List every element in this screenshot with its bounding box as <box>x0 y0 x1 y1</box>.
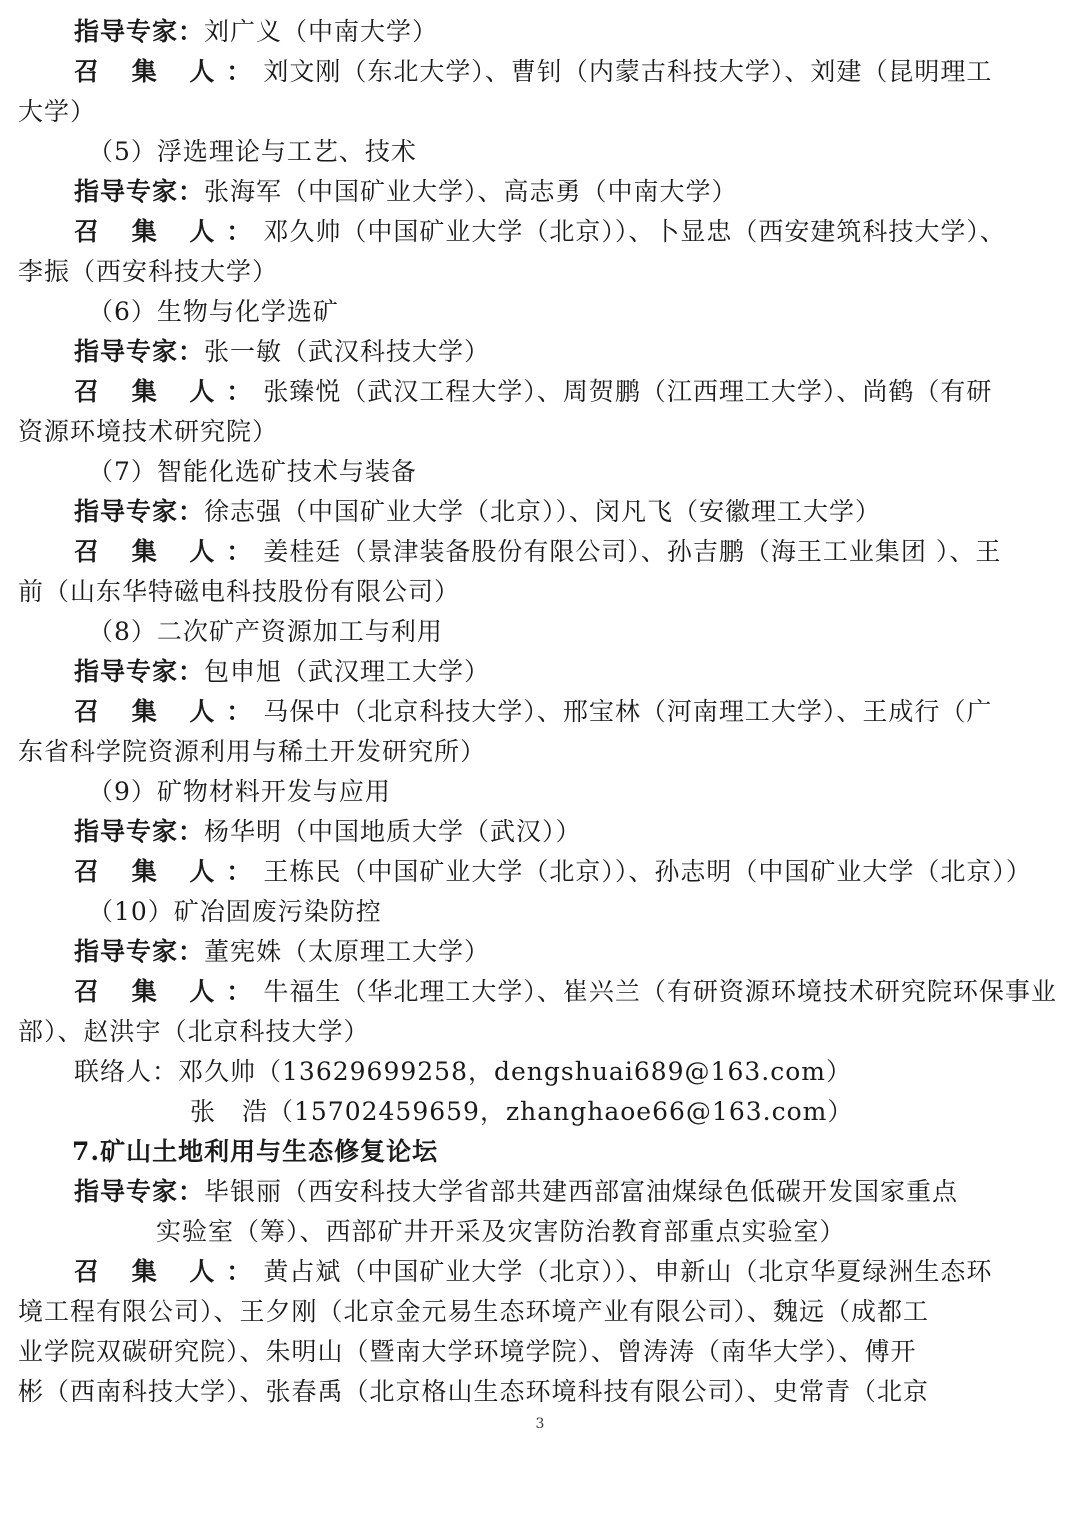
contact-text: 邓久帅（13629699258，dengshuai689@163.com） <box>178 1057 852 1086</box>
line-text: （7）智能化选矿技术与装备 <box>88 457 417 486</box>
convener-label: 召 集 人： <box>74 1257 264 1286</box>
continuation-line <box>18 92 1062 132</box>
line-text: 业学院双碳研究院）、朱明山（暨南大学环境学院）、曾涛涛（南华大学）、傅开 <box>18 1337 917 1366</box>
page-number: 3 <box>535 1416 545 1432</box>
continuation-line <box>18 412 1062 452</box>
expert-label: 指导专家： <box>74 1177 205 1206</box>
line-text: （9）矿物材料开发与应用 <box>88 777 391 806</box>
line-text: （6）生物与化学选矿 <box>88 297 339 326</box>
continuation-line <box>18 252 1062 292</box>
line-text: 黄占斌（中国矿业大学（北京））、申新山（北京华夏绿洲生态环 <box>263 1257 993 1286</box>
convener-line <box>18 532 1062 572</box>
expert-line <box>18 12 1062 52</box>
section-heading <box>18 892 1062 932</box>
contact-line <box>18 1092 1062 1132</box>
contact-label: 联络人： <box>74 1057 179 1086</box>
contact-text: 张 浩（15702459659，zhanghaoe66@163.com） <box>190 1097 854 1126</box>
line-text: （8）二次矿产资源加工与利用 <box>88 617 443 646</box>
line-text: 张臻悦（武汉工程大学）、周贺鹏（江西理工大学）、尚鹤（有研 <box>263 377 993 406</box>
continuation-line <box>18 1212 1062 1252</box>
line-text: 7.矿山土地利用与生态修复论坛 <box>72 1137 439 1166</box>
section-heading <box>18 612 1062 652</box>
section-heading <box>18 772 1062 812</box>
line-text: 王栋民（中国矿业大学（北京））、孙志明（中国矿业大学（北京）） <box>263 857 1032 886</box>
line-text: 包申旭（武汉理工大学） <box>204 657 491 686</box>
line-text: 东省科学院资源利用与稀土开发研究所） <box>18 737 487 766</box>
line-text: 部）、赵洪宇（北京科技大学） <box>18 1017 370 1046</box>
expert-label: 指导专家： <box>74 337 205 366</box>
line-text: 邓久帅（中国矿业大学（北京））、卜显忠（西安建筑科技大学）、 <box>263 217 1006 246</box>
convener-label: 召 集 人： <box>74 697 264 726</box>
expert-line <box>18 492 1062 532</box>
convener-line <box>18 1252 1062 1292</box>
line-text: 境工程有限公司）、王夕刚（北京金元易生态环境产业有限公司）、魏远（成都工 <box>18 1297 930 1326</box>
convener-label: 召 集 人： <box>74 977 264 1006</box>
continuation-line <box>18 1292 1062 1332</box>
expert-line <box>18 812 1062 852</box>
line-text: 资源环境技术研究院） <box>18 417 279 446</box>
section-heading <box>18 132 1062 172</box>
continuation-line <box>18 1372 1062 1412</box>
expert-label: 指导专家： <box>74 937 205 966</box>
convener-label: 召 集 人： <box>74 217 264 246</box>
line-text: 前（山东华特磁电科技股份有限公司） <box>18 577 461 606</box>
expert-line <box>18 932 1062 972</box>
expert-label: 指导专家： <box>74 497 205 526</box>
convener-line <box>18 52 1062 92</box>
expert-line <box>18 172 1062 212</box>
line-text: 姜桂廷（景津装备股份有限公司）、孙吉鹏（海王工业集团 ）、王 <box>263 537 1002 566</box>
continuation-line <box>18 732 1062 772</box>
line-text: 大学） <box>18 97 97 126</box>
line-text: 彬（西南科技大学）、张春禹（北京格山生态环境科技有限公司）、史常青（北京 <box>18 1377 930 1406</box>
convener-label: 召 集 人： <box>74 57 264 86</box>
line-text: 牛福生（华北理工大学）、崔兴兰（有研资源环境技术研究院环保事业 <box>263 977 1057 1006</box>
convener-label: 召 集 人： <box>74 537 264 566</box>
convener-line <box>18 852 1062 892</box>
line-text: 徐志强（中国矿业大学（北京））、闵凡飞（安徽理工大学） <box>204 497 882 526</box>
expert-label: 指导专家： <box>74 17 205 46</box>
convener-line <box>18 972 1062 1012</box>
convener-line <box>18 372 1062 412</box>
expert-line <box>18 332 1062 372</box>
expert-label: 指导专家： <box>74 817 205 846</box>
expert-line <box>18 1172 1062 1212</box>
expert-label: 指导专家： <box>74 657 205 686</box>
line-text: （5）浮选理论与工艺、技术 <box>88 137 417 166</box>
convener-label: 召 集 人： <box>74 857 264 886</box>
convener-line <box>18 692 1062 732</box>
expert-line <box>18 652 1062 692</box>
document-page <box>18 12 1062 1412</box>
line-text: 杨华明（中国地质大学（武汉）） <box>204 817 582 846</box>
line-text: 李振（西安科技大学） <box>18 257 279 286</box>
line-text: 毕银丽（西安科技大学省部共建西部富油煤绿色低碳开发国家重点 <box>204 1177 959 1206</box>
continuation-line <box>18 1012 1062 1052</box>
continuation-line <box>18 572 1062 612</box>
convener-label: 召 集 人： <box>74 377 264 406</box>
line-text: 张一敏（武汉科技大学） <box>204 337 491 366</box>
line-text: （10）矿冶固废污染防控 <box>88 897 382 926</box>
line-text: 董宪姝（太原理工大学） <box>204 937 491 966</box>
line-text: 实验室（筹）、西部矿井开采及灾害防治教育部重点实验室） <box>156 1217 846 1246</box>
line-text: 张海军（中国矿业大学）、高志勇（中南大学） <box>204 177 738 206</box>
line-text: 刘广义（中南大学） <box>204 17 439 46</box>
continuation-line <box>18 1332 1062 1372</box>
section-heading <box>18 452 1062 492</box>
line-text: 刘文刚（东北大学）、曹钊（内蒙古科技大学）、刘建（昆明理工 <box>263 57 993 86</box>
forum-heading <box>18 1132 1062 1172</box>
convener-line <box>18 212 1062 252</box>
section-heading <box>18 292 1062 332</box>
line-text: 马保中（北京科技大学）、邢宝林（河南理工大学）、王成行（广 <box>263 697 993 726</box>
contact-line <box>18 1052 1062 1092</box>
expert-label: 指导专家： <box>74 177 205 206</box>
